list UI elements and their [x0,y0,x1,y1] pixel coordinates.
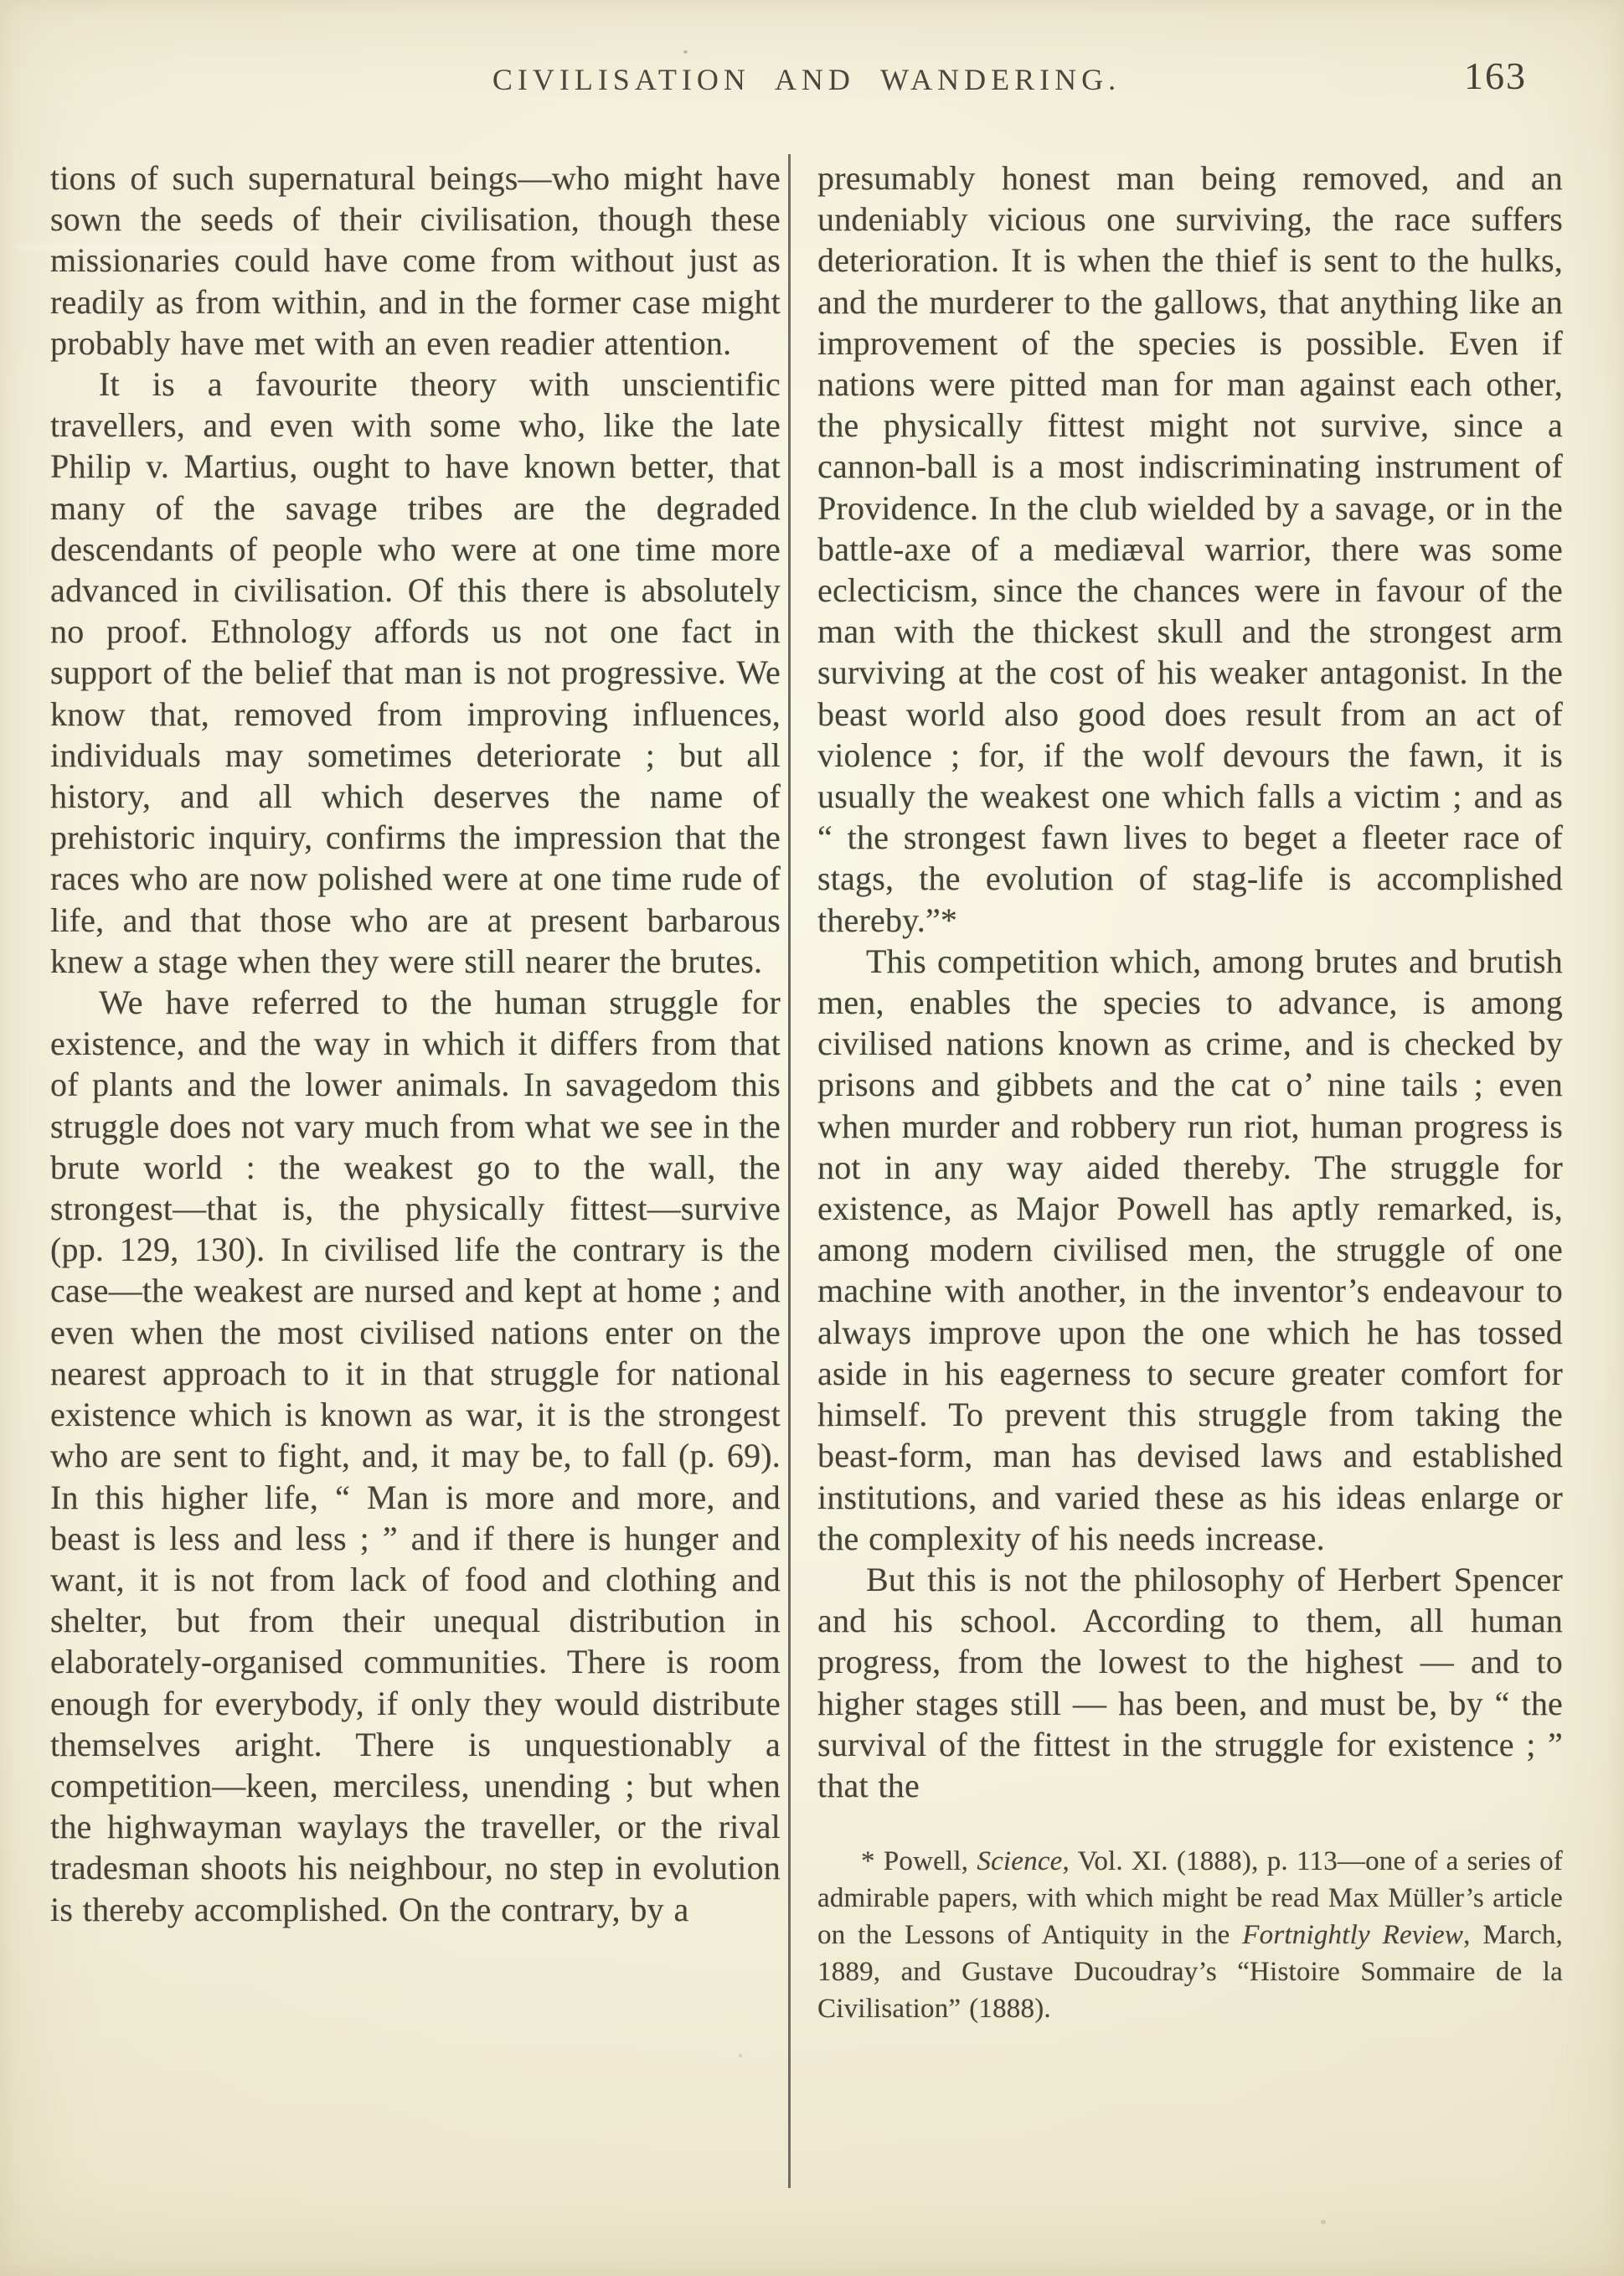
page-number: 163 [1464,54,1527,97]
paragraph: tions of such supernatural beings—who might have sown the seeds of their civilisation, though these missionaries could have come from without just as readily as from within, and in the former case might probably have met with an even readier attention. [50,159,781,362]
paper-speck [683,50,688,54]
paragraph: This competition which, among brutes and brutish men, enables the species to advance, is among civilised nations known as crime, and is checked by prisons and gibbets and the cat o’ nine tails ; even when murder and robbery run riot, human progress is not in any way aided thereby. The struggle for existence, as Major Powell has aptly remarked, is, among modern civilised men, the struggle of one machine with another, in the inventor’s endeavour to always improve upon the one which he has tossed aside in his eagerness to secure greater comfort for himself. To prevent this struggle from taking the beast-form, man has devised laws and established institutions, and varied these as his ideas enlarge or the complexity of his needs increase. [817,942,1563,1557]
paragraph: presumably honest man being removed, and an undeniably vicious one surviving, the race suffers deterioration. It is when the thief is sent to the hulks, and the murderer to the gallows, that anything like an improvement of the species is possible. Even if nations were pitted man for man against each other, the physically fittest might not survive, since a cannon-ball is a most indiscriminating instrument of Providence. In the club wielded by a savage, or in the battle-axe of a mediæval warrior, there was some eclecticism, since the chances were in favour of the man with the thickest skull and the strongest arm surviving at the cost of his weaker antagonist. In the beast world also good does result from an act of violence ; for, if the wolf devours the fawn, it is usually the weakest one which falls a victim ; and as “ the strongest fawn lives to beget a fleeter race of stags, the evolution of stag-life is accomplished thereby.”* [817,159,1563,939]
footnote-italic-text: Fortnightly Review [1242,1920,1464,1951]
right-column-paragraphs [817,157,1563,1806]
footnote-italic-text: Science [977,1846,1063,1877]
footnote [817,1843,1563,2027]
paragraph: It is a favourite theory with unscientific travellers, and even with some who, like the late Philip v. Martius, ought to have known better, that many of the savage tribes are the degraded descendants of people who were at one time more advanced in civilisation. Of this there is absolutely no proof. Ethnology affords us not one fact in support of the belief that man is not progressive. We know that, removed from improving influences, individuals may sometimes deteriorate ; but all history, and all which deserves the name of prehistoric inquiry, confirms the impression that the races who are now polished were at one time rude of life, and that those who are at present barbarous knew a stage when they were still nearer the brutes. [50,365,781,980]
left-text-column [50,157,781,1930]
paper-speck [739,2054,742,2057]
paragraph: We have referred to the human struggle for existence, and the way in which it differs from that of plants and the lower animals. In savagedom this struggle does not vary much from what we see in the brute world : the weakest go to the wall, the strongest—that is, the physically fittest—survive (pp. 129, 130). In civilised life the contrary is the case—the weakest are nursed and kept at home ; and even when the most civilised nations enter on the nearest approach to it in that struggle for national existence which is known as war, it is the strongest who are sent to fight, and, it may be, to fall (p. 69). In this higher life, “ Man is more and more, and beast is less and less ; ” and if there is hunger and want, it is not from lack of food and clothing and shelter, but from their unequal distribution in elaborately-organised communities. There is room enough for everybody, if only they would distribute themselves aright. There is unquestionably a competition—keen, merciless, unending ; but when the highwayman waylays the traveller, or the rival tradesman shoots his neighbour, no step in evolution is thereby accomplished. On the contrary, by a [50,983,781,1928]
footnote-text: , March, 1889, and Gustave Ducoudray’s “Histoire Sommaire de la Civilisation” (1888). [817,1920,1563,2025]
paragraph: But this is not the philosophy of Herbert Spencer and his school. According to them, all human progress, from the lowest to the highest — and to higher stages still — has been, and must be, by “ the survival of the fittest in the struggle for existence ; ” that the [817,1560,1563,1804]
column-divider-rule [788,154,791,2188]
running-header: CIVILISATION AND WANDERING. [492,63,1121,96]
paper-speck [1321,2220,1326,2224]
footnote-paragraph [817,1843,1563,2027]
footnote-text: * Powell, [861,1846,977,1877]
footnote-text: , Vol. XI. (1888), p. 113—one of a series of admirable papers, with which might be read Max Müller’s article on the Lessons of Antiquity in the [817,1846,1563,1951]
right-text-column [817,157,1563,2027]
